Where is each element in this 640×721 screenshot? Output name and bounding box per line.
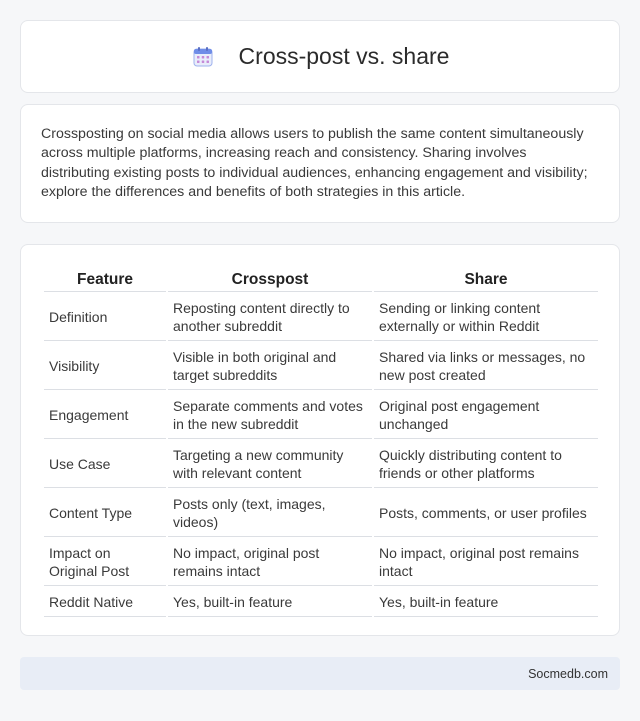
crosspost-cell: No impact, original post remains intact bbox=[168, 539, 372, 586]
share-cell: Original post engagement unchanged bbox=[374, 392, 598, 439]
calendar-icon bbox=[191, 45, 215, 69]
feature-cell: Definition bbox=[44, 294, 166, 341]
feature-cell: Reddit Native bbox=[44, 588, 166, 617]
column-header-crosspost: Crosspost bbox=[168, 267, 372, 292]
column-header-feature: Feature bbox=[44, 267, 166, 292]
table-row bbox=[44, 294, 598, 341]
column-header-share: Share bbox=[374, 267, 598, 292]
crosspost-cell: Reposting content directly to another subreddit bbox=[168, 294, 372, 341]
intro-text: Crossposting on social media allows users to publish the same content simultaneously across multiple platforms, increasing reach and consistency. Sharing involves distributing existing posts to individual audiences, enhancing engagement and visibility; explore the differences and benefits of both strategies in this article. bbox=[41, 126, 588, 201]
intro-card bbox=[20, 104, 620, 223]
footer-site-link[interactable]: Socmedb.com bbox=[528, 666, 608, 681]
page-footer bbox=[20, 657, 620, 690]
page-title: Cross-post vs. share bbox=[238, 43, 450, 69]
share-cell: No impact, original post remains intact bbox=[374, 539, 598, 586]
feature-cell: Use Case bbox=[44, 441, 166, 488]
share-cell: Posts, comments, or user profiles bbox=[374, 490, 598, 537]
share-cell: Yes, built-in feature bbox=[374, 588, 598, 617]
share-cell: Sending or linking content externally or within Reddit bbox=[374, 294, 598, 341]
table-row bbox=[44, 539, 598, 586]
comparison-table bbox=[42, 265, 600, 619]
feature-cell: Content Type bbox=[44, 490, 166, 537]
table-row bbox=[44, 490, 598, 537]
page-header bbox=[20, 20, 620, 93]
feature-cell: Visibility bbox=[44, 343, 166, 390]
feature-cell: Impact on Original Post bbox=[44, 539, 166, 586]
feature-cell: Engagement bbox=[44, 392, 166, 439]
table-row bbox=[44, 588, 598, 617]
share-cell: Quickly distributing content to friends or other platforms bbox=[374, 441, 598, 488]
crosspost-cell: Visible in both original and target subreddits bbox=[168, 343, 372, 390]
crosspost-cell: Targeting a new community with relevant content bbox=[168, 441, 372, 488]
table-row bbox=[44, 392, 598, 439]
table-header-row bbox=[44, 267, 598, 292]
share-cell: Shared via links or messages, no new post created bbox=[374, 343, 598, 390]
table-row bbox=[44, 343, 598, 390]
comparison-card bbox=[20, 244, 620, 636]
crosspost-cell: Separate comments and votes in the new subreddit bbox=[168, 392, 372, 439]
crosspost-cell: Yes, built-in feature bbox=[168, 588, 372, 617]
crosspost-cell: Posts only (text, images, videos) bbox=[168, 490, 372, 537]
table-row bbox=[44, 441, 598, 488]
